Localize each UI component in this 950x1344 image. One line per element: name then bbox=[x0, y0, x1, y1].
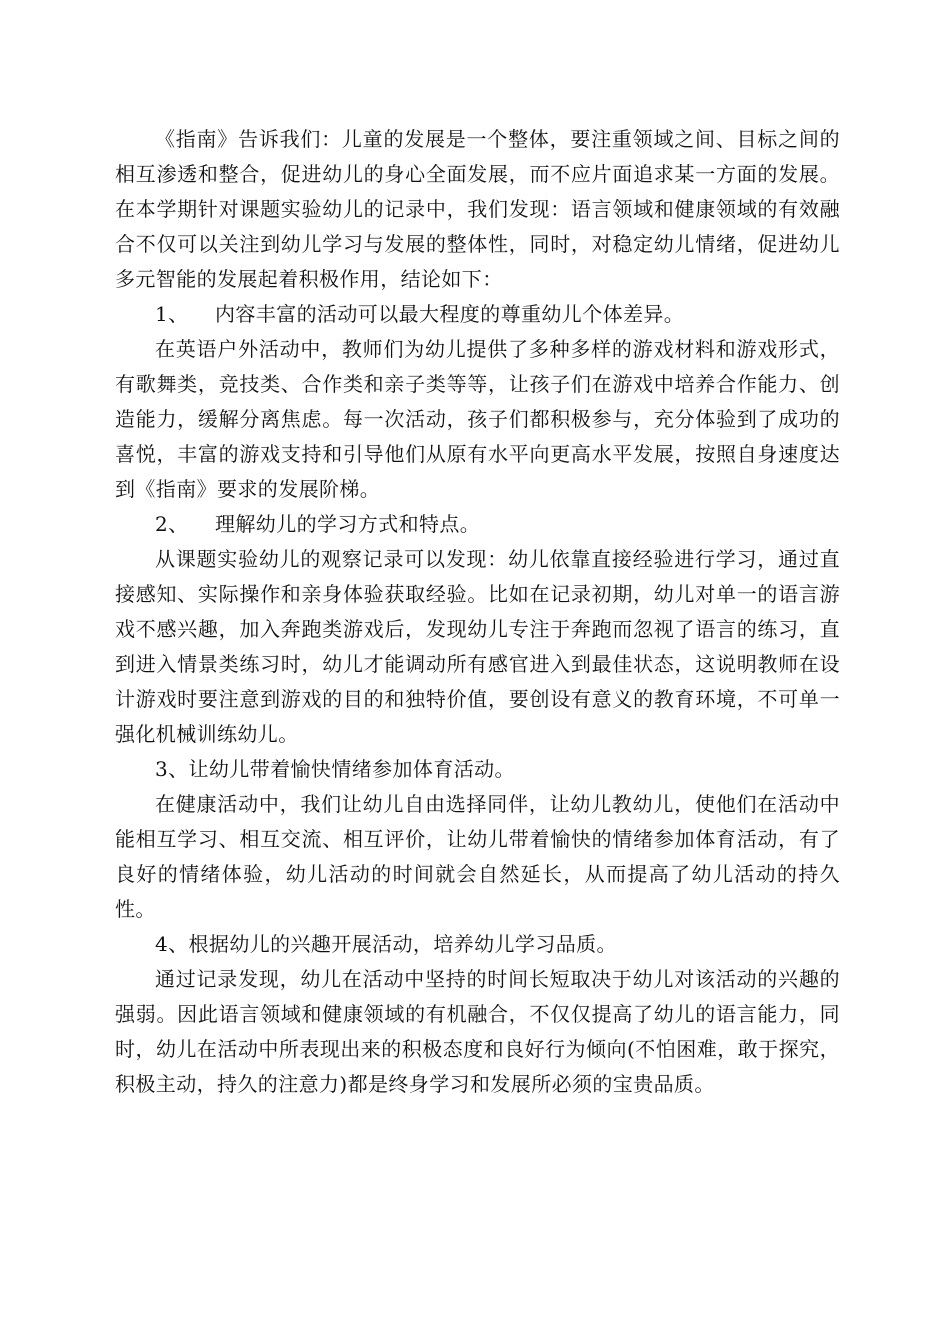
section-4-body: 通过记录发现，幼儿在活动中坚持的时间长短取决于幼儿对该活动的兴趣的强弱。因此语言领域和健康领域的有机融合，不仅仅提高了幼儿的语言能力，同时，幼儿在活动中所表现出来的积极态度和良好行为倾向(不怕困难，敢于探究，积极主动，持久的注意力)都是终身学习和发展所必须的宝贵品质。 bbox=[115, 967, 840, 1096]
section-1-number: 1、 bbox=[155, 302, 189, 326]
section-3-body: 在健康活动中，我们让幼儿自由选择同伴，让幼儿教幼儿，使他们在活动中能相互学习、相互交流、相互评价，让幼儿带着愉快的情绪参加体育活动，有了良好的情绪体验，幼儿活动的时间就会自然延长，从而提高了幼儿活动的持久性。 bbox=[115, 792, 840, 921]
intro-paragraph: 《指南》告诉我们：儿童的发展是一个整体，要注重领域之间、目标之间的相互渗透和整合，促进幼儿的身心全面发展，而不应片面追求某一方面的发展。在本学期针对课题实验幼儿的记录中，我们发现：语言领域和健康领域的有效融合不仅可以关注到幼儿学习与发展的整体性，同时，对稳定幼儿情绪，促进幼儿多元智能的发展起着积极作用，结论如下： bbox=[115, 127, 840, 291]
section-2-title: 理解幼儿的学习方式和特点。 bbox=[215, 512, 481, 536]
section-4-heading bbox=[115, 927, 840, 962]
section-2-number: 2、 bbox=[155, 512, 189, 536]
section-1-heading bbox=[115, 297, 840, 332]
section-4-number: 4、 bbox=[155, 932, 189, 956]
section-3-number: 3、 bbox=[155, 757, 189, 781]
section-2-body: 从课题实验幼儿的观察记录可以发现：幼儿依靠直接经验进行学习，通过直接感知、实际操作和亲身体验获取经验。比如在记录初期，幼儿对单一的语言游戏不感兴趣，加入奔跑类游戏后，发现幼儿专注于奔跑而忽视了语言的练习，直到进入情景类练习时，幼儿才能调动所有感官进入到最佳状态，这说明教师在设计游戏时要注意到游戏的目的和独特价值，要创设有意义的教育环境，不可单一强化机械训练幼儿。 bbox=[115, 547, 840, 746]
section-1-title: 内容丰富的活动可以最大程度的尊重幼儿个体差异。 bbox=[215, 302, 685, 326]
section-4-title: 根据幼儿的兴趣开展活动，培养幼儿学习品质。 bbox=[188, 932, 617, 956]
document-body bbox=[115, 122, 840, 1102]
section-3-heading bbox=[115, 752, 840, 787]
section-3-title: 让幼儿带着愉快情绪参加体育活动。 bbox=[188, 757, 515, 781]
section-2-heading bbox=[115, 507, 840, 542]
section-1-body: 在英语户外活动中，教师们为幼儿提供了多种多样的游戏材料和游戏形式，有歌舞类，竞技类、合作类和亲子类等等，让孩子们在游戏中培养合作能力、创造能力，缓解分离焦虑。每一次活动，孩子们都积极参与，充分体验到了成功的喜悦，丰富的游戏支持和引导他们从原有水平向更高水平发展，按照自身速度达到《指南》要求的发展阶梯。 bbox=[115, 337, 840, 501]
